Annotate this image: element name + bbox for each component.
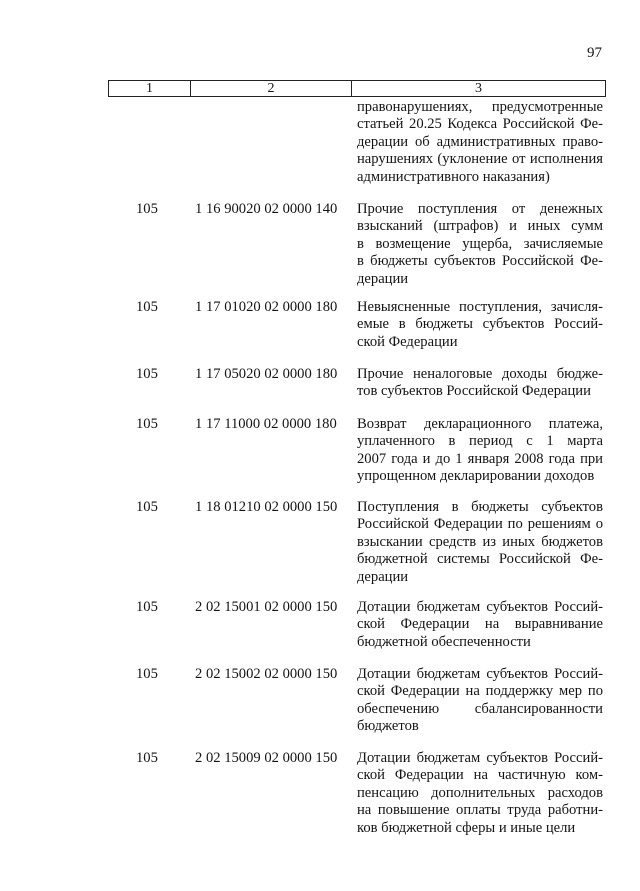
description-line: правонарушениях, предусмотренные	[357, 99, 603, 115]
row-description	[357, 299, 603, 351]
admin-code: 105	[136, 750, 158, 766]
description-line: дерации об административных право-	[357, 133, 603, 150]
admin-code: 105	[136, 299, 158, 315]
admin-code: 105	[136, 201, 158, 217]
budget-classification-code: 2 02 15001 02 0000 150	[195, 599, 338, 615]
description-line: бюджетов	[357, 718, 419, 735]
description-line: Дотации бюджетам субъектов Россий-	[357, 599, 603, 615]
description-line: в бюджеты субъектов Российской Фе-	[357, 253, 603, 270]
description-line: на повышение оплаты труда работни-	[357, 802, 603, 819]
description-line: бюджетной системы Российской Фе-	[357, 551, 603, 568]
description-line: административного наказания)	[357, 168, 550, 185]
row-description	[357, 99, 603, 186]
description-line: дерации	[357, 568, 409, 585]
row-description	[357, 750, 603, 837]
description-line: Российской Федерации по решениям о	[357, 516, 603, 533]
admin-code: 105	[136, 666, 158, 682]
row-description	[357, 366, 603, 401]
description-line: Поступления в бюджеты субъектов	[357, 499, 603, 515]
row-description	[357, 416, 603, 486]
budget-classification-code: 1 17 11000 02 0000 180	[195, 416, 337, 432]
description-line: уплаченного в период с 1 марта	[357, 433, 603, 450]
header-col-3: 3	[475, 81, 482, 96]
description-line: емые в бюджеты субъектов Россий-	[357, 316, 603, 333]
description-line: Возврат декларационного платежа,	[357, 416, 603, 432]
description-line: 2007 года и до 1 января 2008 года при	[357, 450, 603, 467]
description-line: нарушениях (уклонение от исполнения	[357, 151, 603, 168]
page-number: 97	[587, 45, 602, 61]
header-col-1: 1	[109, 81, 191, 96]
description-line: Невыясненные поступления, зачисля-	[357, 299, 603, 315]
description-line: ской Федерации на частичную ком-	[357, 767, 603, 784]
row-description	[357, 499, 603, 586]
budget-classification-code: 1 16 90020 02 0000 140	[195, 201, 338, 217]
description-line: пенсацию дополнительных расходов	[357, 784, 603, 801]
description-line: статьей 20.25 Кодекса Российской Фе-	[357, 116, 603, 133]
description-line: в возмещение ущерба, зачисляемые	[357, 235, 603, 252]
budget-classification-code: 2 02 15009 02 0000 150	[195, 750, 338, 766]
description-line: Прочие неналоговые доходы бюдже-	[357, 366, 603, 382]
description-line: ской Федерации на выравнивание	[357, 616, 603, 633]
description-line: взысканий (штрафов) и иных сумм	[357, 218, 603, 235]
description-line: Дотации бюджетам субъектов Россий-	[357, 750, 603, 766]
admin-code: 105	[136, 599, 158, 615]
description-line: ской Федерации	[357, 333, 458, 350]
header-col-2: 2	[191, 81, 352, 96]
row-description	[357, 666, 603, 736]
description-line: Дотации бюджетам субъектов Россий-	[357, 666, 603, 682]
admin-code: 105	[136, 499, 158, 515]
budget-classification-code: 2 02 15002 02 0000 150	[195, 666, 338, 682]
budget-classification-code: 1 17 01020 02 0000 180	[195, 299, 338, 315]
admin-code: 105	[136, 416, 158, 432]
description-line: тов субъектов Российской Федерации	[357, 383, 591, 400]
description-line: ской Федерации на поддержку мер по	[357, 683, 603, 700]
description-line: дерации	[357, 270, 409, 287]
admin-code: 105	[136, 366, 158, 382]
description-line: бюджетной обеспеченности	[357, 633, 531, 650]
description-line: взыскании средств из иных бюджетов	[357, 533, 603, 550]
description-line: Прочие поступления от денежных	[357, 201, 603, 217]
budget-classification-code: 1 18 01210 02 0000 150	[195, 499, 338, 515]
row-description	[357, 201, 603, 288]
description-line: ков бюджетной сферы и иные цели	[357, 819, 576, 836]
row-description	[357, 599, 603, 651]
description-line: обеспечению сбалансированности	[357, 700, 603, 717]
table-header	[108, 80, 606, 97]
budget-classification-code: 1 17 05020 02 0000 180	[195, 366, 338, 382]
description-line: упрощенном декларировании доходов	[357, 468, 595, 485]
